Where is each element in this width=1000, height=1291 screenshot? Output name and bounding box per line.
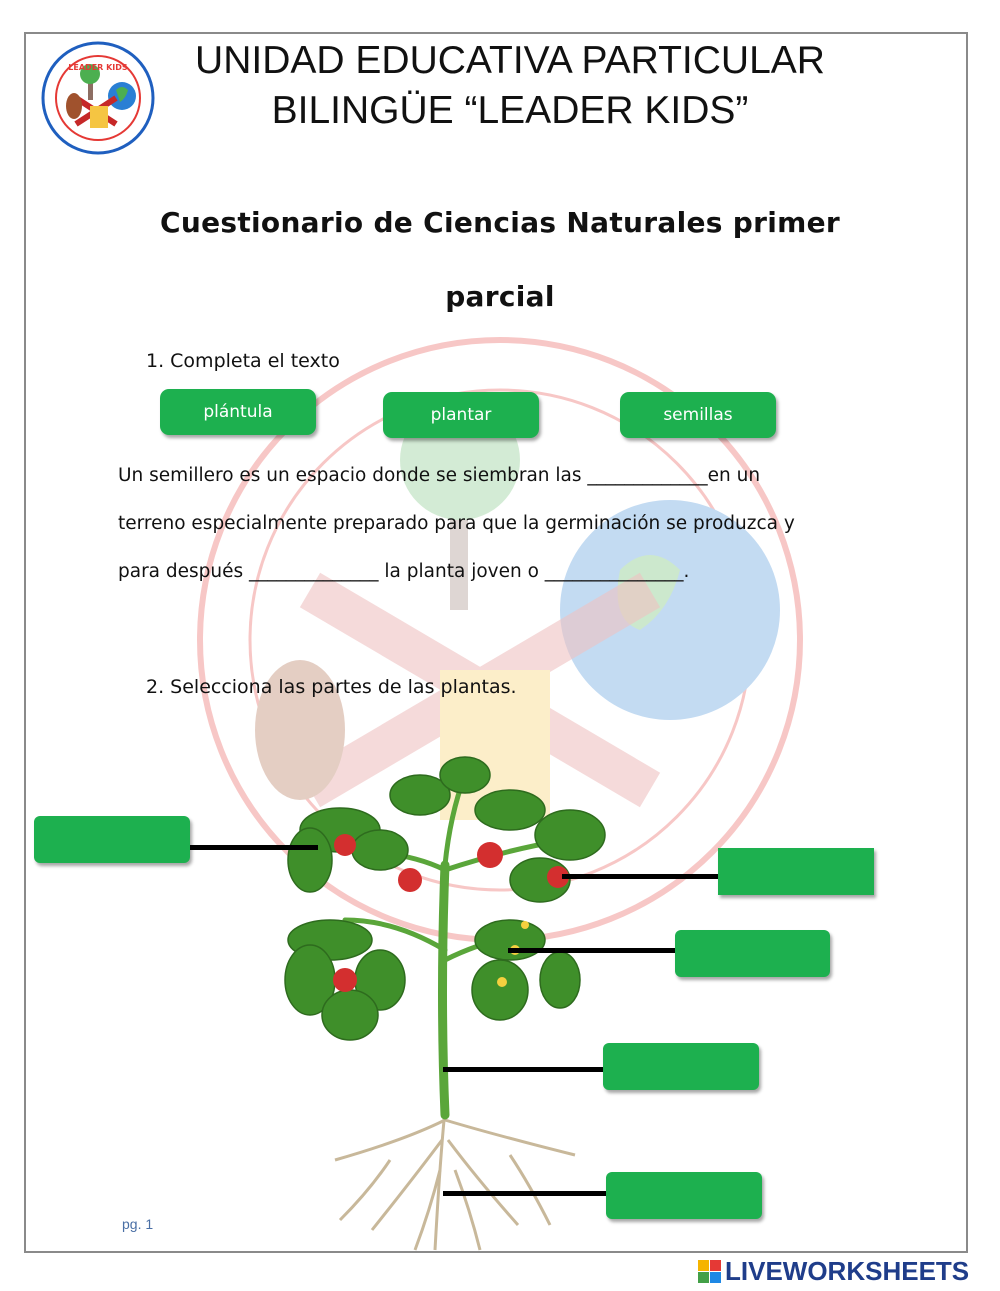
logo-text: LEADER KIDS <box>68 63 128 72</box>
quiz-title-line2: parcial <box>445 280 555 313</box>
word-chip-plantula[interactable]: plántula <box>160 389 316 435</box>
roots <box>335 1110 575 1250</box>
page-number: pg. 1 <box>122 1216 154 1232</box>
school-name <box>140 36 880 136</box>
answer-box-flower[interactable] <box>675 930 830 977</box>
label-line-root <box>443 1191 607 1196</box>
school-logo <box>40 40 156 156</box>
liveworksheets-brand[interactable] <box>698 1256 969 1287</box>
quiz-title-line1: Cuestionario de Ciencias Naturales primer <box>159 206 840 239</box>
word-chip-semillas[interactable]: semillas <box>620 392 776 438</box>
school-name-line1: UNIDAD EDUCATIVA PARTICULAR <box>195 39 825 82</box>
answer-box-leaf[interactable] <box>718 848 874 895</box>
answer-box-stem[interactable] <box>603 1043 759 1090</box>
paragraph-line-1: Un semillero es un espacio donde se siembran las _____________en un <box>118 465 761 486</box>
fill-in-paragraph <box>118 452 918 596</box>
tomato-plant-illustration <box>270 750 630 1260</box>
word-chip-plantar[interactable]: plantar <box>383 392 539 438</box>
paragraph-line-3: para después ______________ la planta joven o _______________. <box>118 561 690 582</box>
quiz-title <box>120 186 880 334</box>
brand-name: LIVEWORKSHEETS <box>725 1256 970 1286</box>
paragraph-line-2: terreno especialmente preparado para que la germinación se produzca y <box>118 513 795 534</box>
answer-box-root[interactable] <box>606 1172 762 1219</box>
label-line-fruit <box>190 845 318 850</box>
label-line-stem <box>443 1067 605 1072</box>
answer-box-fruit[interactable] <box>34 816 190 863</box>
question-2-prompt: 2. Selecciona las partes de las plantas. <box>146 676 517 698</box>
label-line-flower <box>508 948 676 953</box>
label-line-leaf <box>562 874 718 879</box>
question-1-prompt: 1. Completa el texto <box>146 350 340 372</box>
school-name-line2: BILINGÜE “LEADER KIDS” <box>271 89 749 132</box>
liveworksheets-logo-icon <box>698 1260 721 1283</box>
